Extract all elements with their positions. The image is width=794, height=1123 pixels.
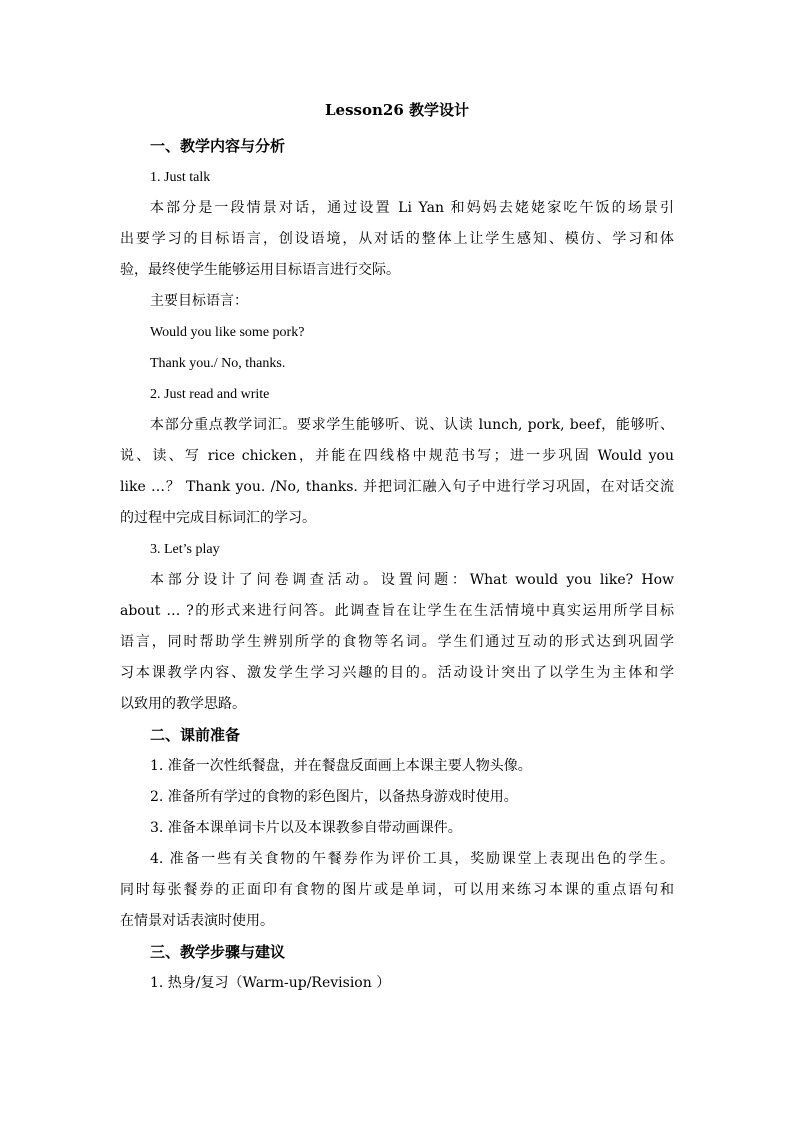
part-label-just-talk: 1. Just talk bbox=[150, 170, 211, 185]
paragraph-line: 出要学习的目标语言，创设语境，从对话的整体上让学生感知、模仿、学习和体 bbox=[120, 231, 674, 247]
section-heading-preparation: 二、课前准备 bbox=[150, 726, 241, 744]
paragraph-line: 本部分是一段情景对话，通过设置 Li Yan 和妈妈去姥姥家吃午饭的场景引 bbox=[150, 200, 674, 216]
section-heading-content-analysis: 一、教学内容与分析 bbox=[150, 137, 286, 155]
paragraph-line: 验，最终使学生能够运用目标语言进行交际。 bbox=[120, 262, 400, 278]
paragraph-line: 说、读、写 rice chicken，并能在四线格中规范书写；进一步巩固 Would you bbox=[120, 448, 674, 464]
target-language-label: 主要目标语言： bbox=[150, 293, 248, 309]
paragraph-line: 习本课教学内容、激发学生学习兴趣的目的。活动设计突出了以学生为主体和学 bbox=[120, 665, 674, 681]
part-label-lets-play: 3. Let’s play bbox=[150, 542, 220, 557]
paragraph-line: 本部分设计了问卷调查活动。设置问题：What would you like? How bbox=[150, 572, 674, 588]
list-item-multiline bbox=[120, 844, 674, 937]
paragraph-line: like …？ Thank you. /No, thanks. 并把词汇融入句子中进行学习巩固，在对话交流 bbox=[120, 479, 674, 495]
part-label-just-read-and-write: 2. Just read and write bbox=[150, 387, 270, 402]
paragraph-line: 4. 准备一些有关食物的午餐券作为评价工具，奖励课堂上表现出色的学生。 bbox=[150, 851, 674, 867]
paragraph-line: 的过程中完成目标词汇的学习。 bbox=[120, 510, 316, 526]
target-sentence: Would you like some pork? bbox=[150, 325, 305, 340]
step-item: 1. 热身/复习（Warm-up/Revision ） bbox=[150, 975, 391, 991]
paragraph-line: about … ?的形式来进行问答。此调查旨在让学生在生活情境中真实运用所学目标 bbox=[120, 603, 674, 619]
paragraph-line: 语言，同时帮助学生辨别所学的食物等名词。学生们通过互动的形式达到巩固学 bbox=[120, 634, 674, 650]
document-body bbox=[120, 100, 674, 999]
target-sentence: Thank you./ No, thanks. bbox=[150, 356, 286, 371]
section-heading-teaching-steps: 三、教学步骤与建议 bbox=[150, 943, 286, 961]
list-item: 3. 准备本课单词卡片以及本课教参自带动画课件。 bbox=[150, 820, 462, 836]
list-item: 2. 准备所有学过的食物的彩色图片，以备热身游戏时使用。 bbox=[150, 789, 518, 805]
paragraph-just-talk bbox=[120, 193, 674, 286]
paragraph-just-read-and-write bbox=[120, 410, 674, 534]
paragraph-line: 本部分重点教学词汇。要求学生能够听、说、认读 lunch, pork, beef，能够听、 bbox=[150, 417, 674, 433]
paragraph-lets-play bbox=[120, 565, 674, 720]
paragraph-line: 在情景对话表演时使用。 bbox=[120, 913, 274, 929]
list-item: 1. 准备一次性纸餐盘，并在餐盘反面画上本课主要人物头像。 bbox=[150, 758, 532, 774]
document-title: Lesson26 教学设计 bbox=[325, 101, 469, 119]
paragraph-line: 同时每张餐券的正面印有食物的图片或是单词，可以用来练习本课的重点语句和 bbox=[120, 882, 674, 898]
paragraph-line: 以致用的教学思路。 bbox=[120, 696, 246, 712]
